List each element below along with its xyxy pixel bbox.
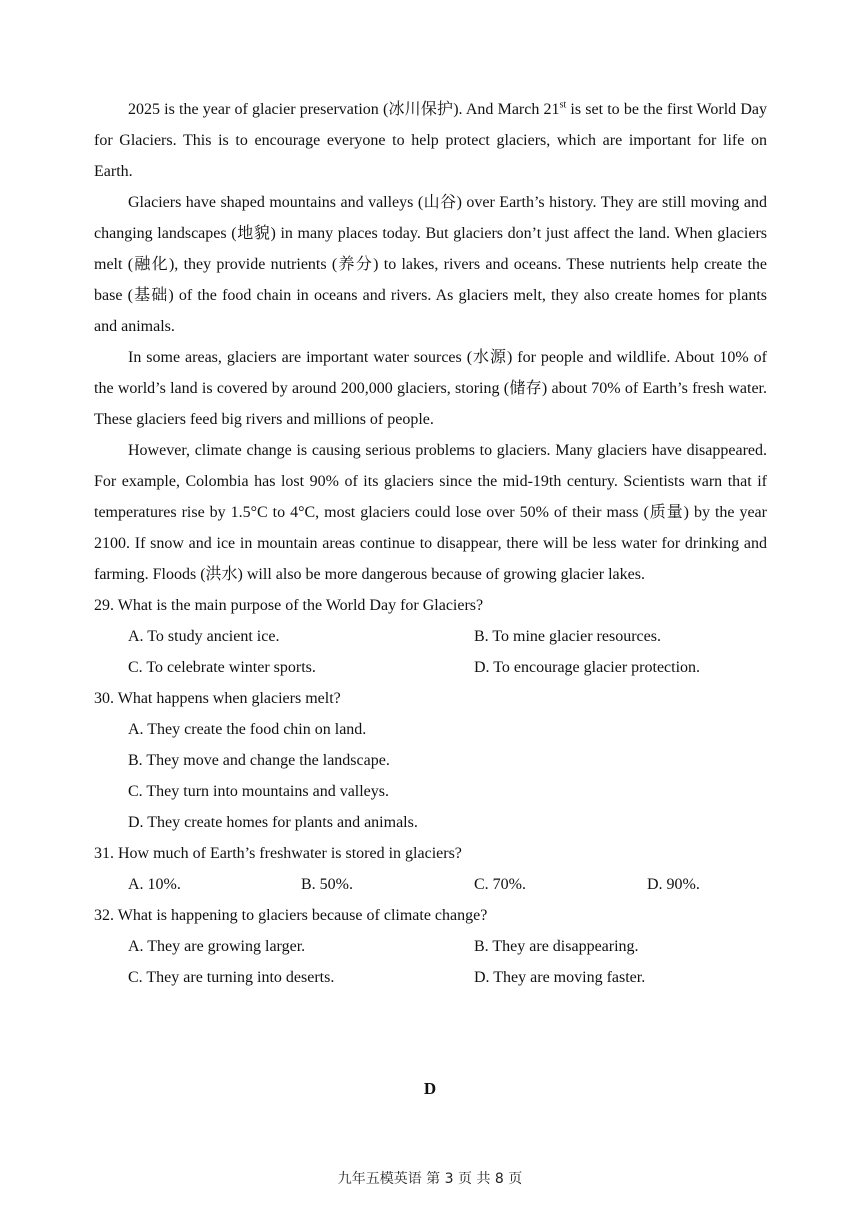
question-29-option-a: A. To study ancient ice. xyxy=(128,628,280,645)
question-29-option-c: C. To celebrate winter sports. xyxy=(128,659,316,676)
passage-paragraph-1 xyxy=(94,94,767,187)
question-30-option-a: A. They create the food chin on land. xyxy=(128,721,367,738)
question-31-option-c: C. 70%. xyxy=(474,876,526,893)
passage-paragraph-3: In some areas, glaciers are important water sources (水源) for people and wildlife. About 10% of the world’s land is covered by around 200,000 glaciers, storing (储存) about 70% of Earth’s fresh water. These glaciers feed big rivers and millions of people. xyxy=(94,349,767,428)
page-footer: 九年五模英语 第 3 页 共 8 页 xyxy=(337,1171,523,1187)
p1-text-start: 2025 is the year of glacier preservation (冰川保护). And March 21 xyxy=(128,101,560,118)
question-32-option-c: C. They are turning into deserts. xyxy=(128,969,335,986)
passage-paragraph-4: However, climate change is causing serious problems to glaciers. Many glaciers have disappeared. For example, Colombia has lost 90% of its glaciers since the mid-19th century. Scientists warn that if temperatures rise by 1.5°C to 4°C, most glaciers could lose over 50% of their mass (质量) by the year 2100. If snow and ice in mountain areas continue to disappear, there will be less water for drinking and farming. Floods (洪水) will also be more dangerous because of growing glacier lakes. xyxy=(94,442,767,583)
section-heading-d: D xyxy=(423,1079,437,1098)
question-32-option-d: D. They are moving faster. xyxy=(474,969,646,986)
question-32: 32. What is happening to glaciers because of climate change? xyxy=(94,907,488,924)
question-31-option-b: B. 50%. xyxy=(301,876,353,893)
question-32-option-a: A. They are growing larger. xyxy=(128,938,306,955)
question-29-option-d: D. To encourage glacier protection. xyxy=(474,659,701,676)
p1-superscript: st xyxy=(559,99,567,111)
question-29-options-row-2 xyxy=(94,652,767,683)
question-31-options-row xyxy=(94,869,767,900)
question-32-options-row-1 xyxy=(94,931,767,962)
question-29-options-row-1 xyxy=(94,621,767,652)
question-29-option-b: B. To mine glacier resources. xyxy=(474,628,661,645)
question-30: 30. What happens when glaciers melt? xyxy=(94,690,341,707)
question-31-option-d: D. 90%. xyxy=(647,876,700,893)
question-30-option-b: B. They move and change the landscape. xyxy=(128,752,390,769)
question-32-option-b: B. They are disappearing. xyxy=(474,938,639,955)
passage-paragraph-2: Glaciers have shaped mountains and valleys (山谷) over Earth’s history. They are still moving and changing landscapes (地貌) in many places today. But glaciers don’t just affect the land. When glaciers melt (融化), they provide nutrients (养分) to lakes, rivers and oceans. These nutrients help create the base (基础) of the food chain in oceans and rivers. As glaciers melt, they also create homes for plants and animals. xyxy=(94,194,767,335)
question-31: 31. How much of Earth’s freshwater is stored in glaciers? xyxy=(94,845,462,862)
question-30-option-d: D. They create homes for plants and animals. xyxy=(128,814,418,831)
question-31-option-a: A. 10%. xyxy=(128,876,181,893)
question-29: 29. What is the main purpose of the World Day for Glaciers? xyxy=(94,597,484,614)
document-page xyxy=(94,94,767,993)
question-30-option-c: C. They turn into mountains and valleys. xyxy=(128,783,390,800)
p1-text-end: is set to be the first World Day for Glaciers. This is to encourage everyone to help protect glaciers, which are important for life on Earth. xyxy=(94,101,767,180)
question-32-options-row-2 xyxy=(94,962,767,993)
